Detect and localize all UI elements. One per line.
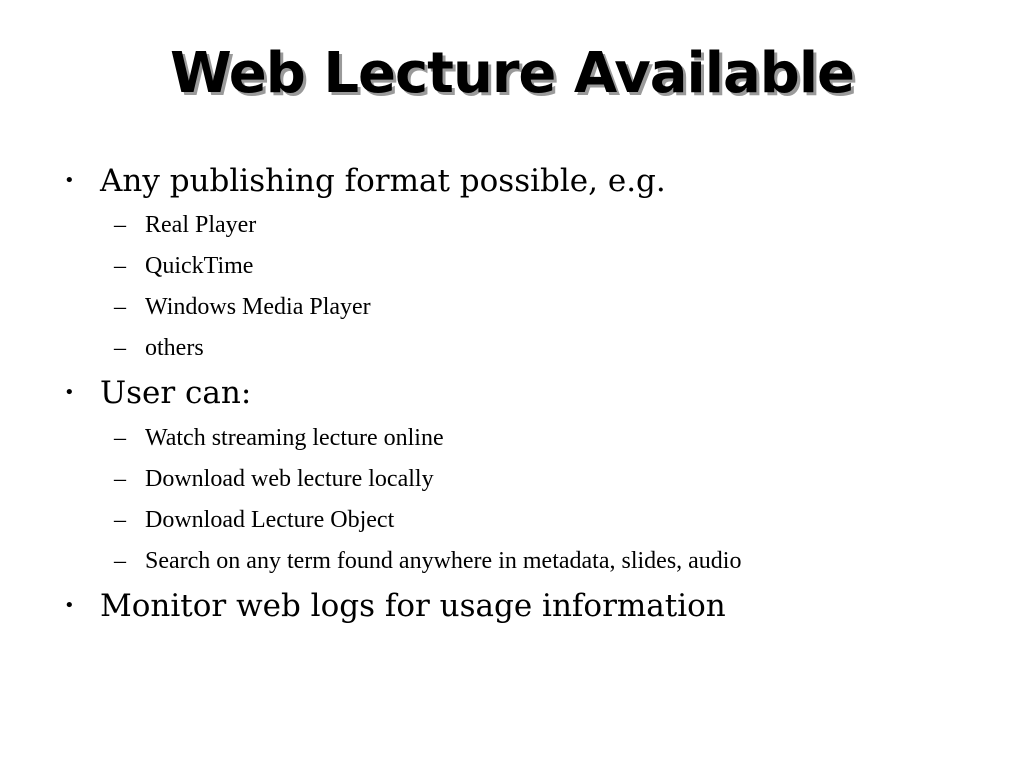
dash-marker: – xyxy=(114,507,126,533)
dash-marker: – xyxy=(114,294,126,320)
sub-bullet-text: Search on any term found anywhere in metadata, slides, audio xyxy=(145,548,742,574)
dash-marker: – xyxy=(114,425,126,451)
dash-marker: – xyxy=(114,548,126,574)
bullet-text: Any publishing format possible, e.g. xyxy=(100,163,666,199)
sub-bullet-text: Download Lecture Object xyxy=(145,507,395,533)
slide-title: Web Lecture Available xyxy=(169,41,854,106)
bullet-marker: • xyxy=(64,170,75,191)
dash-marker: – xyxy=(114,466,126,492)
sub-bullet-text: Real Player xyxy=(145,212,257,238)
dash-marker: – xyxy=(114,335,126,361)
sub-bullet-text: QuickTime xyxy=(145,253,254,279)
bullet-marker: • xyxy=(64,382,75,403)
bullet-text: Monitor web logs for usage information xyxy=(100,588,726,624)
dash-marker: – xyxy=(114,212,126,238)
bullet-marker: • xyxy=(64,595,75,616)
dash-marker: – xyxy=(114,253,126,279)
sub-bullet-text: others xyxy=(145,335,204,361)
sub-bullet-text: Download web lecture locally xyxy=(145,466,434,492)
sub-bullet-text: Windows Media Player xyxy=(145,294,371,320)
bullet-text: User can: xyxy=(100,375,252,411)
sub-bullet-text: Watch streaming lecture online xyxy=(145,425,444,451)
